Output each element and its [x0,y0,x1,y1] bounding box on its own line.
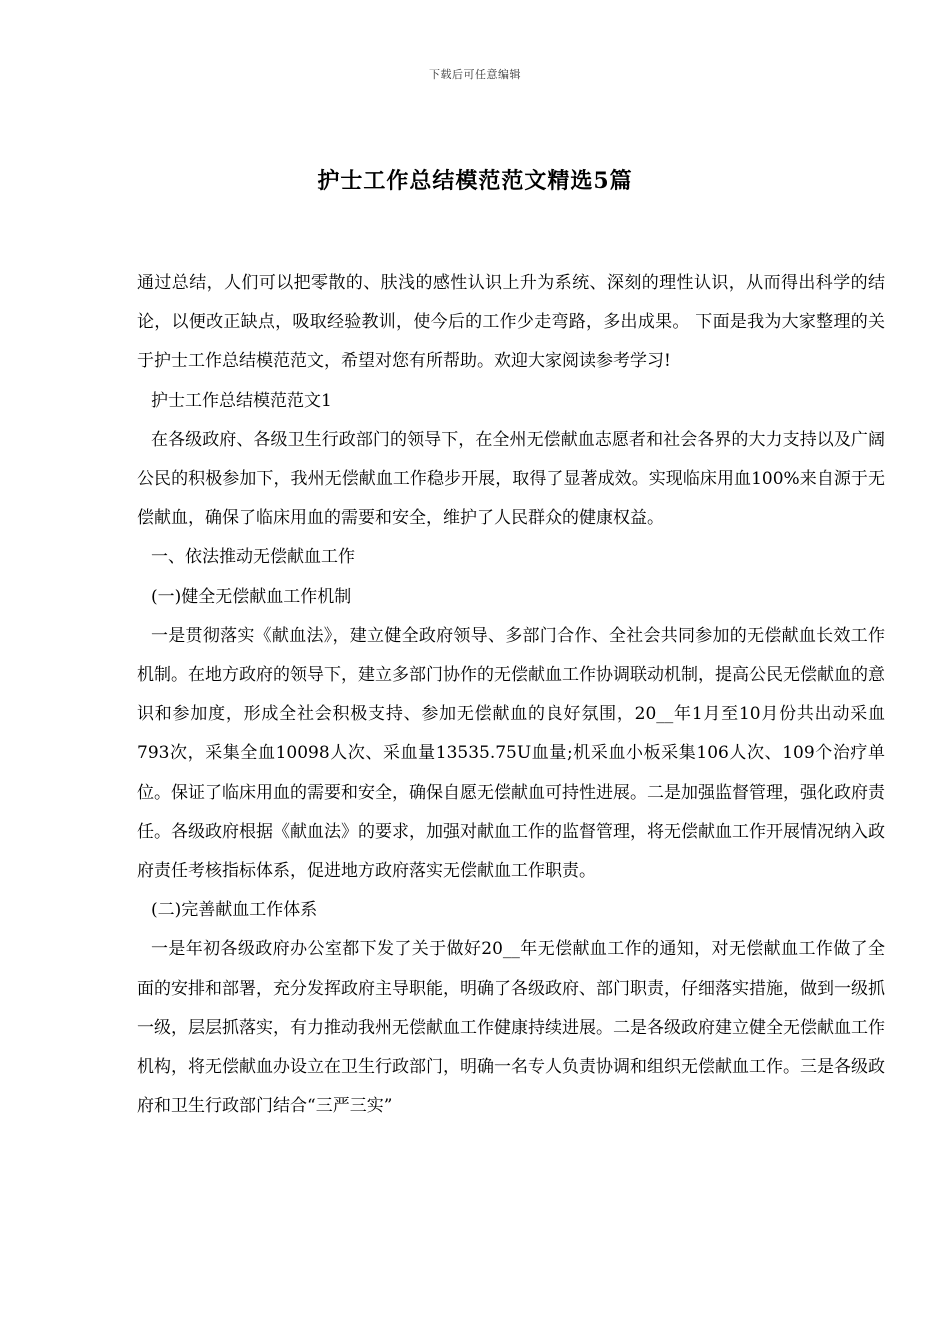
subsection-heading: (二)完善献血工作体系 [151,900,318,921]
section-heading: 一、依法推动无偿献血工作 [151,547,355,568]
header-note: 下载后可任意编辑 [429,68,521,81]
subsection-heading: (一)健全无偿献血工作机制 [151,586,352,607]
document-body [137,264,885,1126]
body-paragraph: 一是年初各级政府办公室都下发了关于做好20__年无偿献血工作的通知，对无偿献血工作做了全面的安排和部署，充分发挥政府主导职能，明确了各级政府、部门职责，仔细落实措施，做到一级抓一级，层层抓落实，有力推动我州无偿献血工作健康持续进展。二是各级政府建立健全无偿献血工作机构，将无偿献血办设立在卫生行政部门，明确一名专人负责协调和组织无偿献血工作。三是各级政府和卫生行政部门结合“三严三实” [137,939,885,1117]
body-paragraph: 在各级政府、各级卫生行政部门的领导下，在全州无偿献血志愿者和社会各界的大力支持以及广阔公民的积极参加下，我州无偿献血工作稳步开展，取得了显著成效。实现临床用血100%来自源于无偿献血，确保了临床用血的需要和安全，维护了人民群众的健康权益。 [137,429,885,529]
intro-paragraph: 通过总结，人们可以把零散的、肤浅的感性认识上升为系统、深刻的理性认识，从而得出科学的结论，以便改正缺点，吸取经验教训，使今后的工作少走弯路，多出成果。 下面是我为大家整理的关于护士工作总结模范范文，希望对您有所帮助。欢迎大家阅读参考学习! [137,273,885,372]
body-paragraph: 一是贯彻落实《献血法》，建立健全政府领导、多部门合作、全社会共同参加的无偿献血长效工作机制。在地方政府的领导下，建立多部门协作的无偿献血工作协调联动机制，提高公民无偿献血的意识和参加度，形成全社会积极支持、参加无偿献血的良好氛围，20__年1月至10月份共出动采血793次，采集全血10098人次、采血量13535.75U血量;机采血小板采集106人次、109个治疗单位。保证了临床用血的需要和安全，确保自愿无偿献血可持性进展。二是加强监督管理，强化政府责任。各级政府根据《献血法》的要求，加强对献血工作的监督管理，将无偿献血工作开展情况纳入政府责任考核指标体系，促进地方政府落实无偿献血工作职责。 [137,625,885,882]
section-heading: 护士工作总结模范范文1 [151,390,332,411]
document-title: 护士工作总结模范范文精选5篇 [317,168,633,194]
